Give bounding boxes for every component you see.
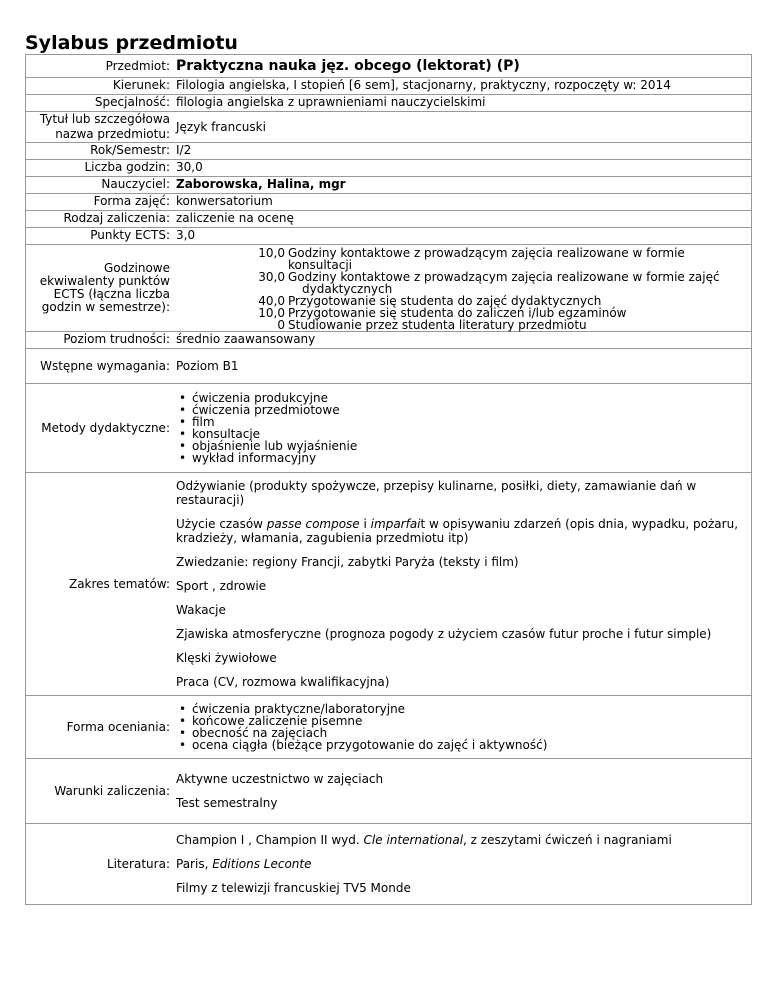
list-item: • końcowe zaliczenie pisemne [176, 715, 748, 727]
row-nauczyciel [26, 177, 752, 194]
row-zakres [26, 473, 752, 696]
metody-list [176, 392, 748, 464]
label-ekw-line1: Godzinowe [103, 261, 170, 275]
label-tytul-line2: nazwa przedmiotu: [55, 127, 170, 141]
literatura-line [176, 833, 748, 847]
value-ekwiwalenty [174, 245, 752, 332]
warunki-line: Test semestralny [176, 796, 278, 810]
value-rok: I/2 [174, 143, 752, 160]
ects-desc-cont: dydaktycznych [302, 282, 393, 296]
ects-desc: Przygotowanie się studenta do zajęć dydaktycznych [288, 294, 602, 308]
literatura-line [176, 857, 748, 871]
row-przedmiot [26, 55, 752, 78]
topic-item: Klęski żywiołowe [176, 651, 277, 665]
label-ects: Punkty ECTS: [26, 228, 175, 245]
row-tytul [26, 112, 752, 143]
label-forma: Forma zajęć: [26, 194, 175, 211]
topic-item: Sport , zdrowie [176, 579, 267, 593]
value-godziny: 30,0 [174, 160, 752, 177]
topic-italic: imparfai [370, 517, 421, 531]
value-zaliczenie: zaliczenie na ocenę [174, 211, 752, 228]
list-item: • film [176, 416, 748, 428]
value-tytul: Język francuski [174, 112, 752, 143]
label-ekw-line2: ekwiwalenty punktów [39, 274, 170, 288]
topic-item: Zwiedzanie: regiony Francji, zabytki Paryża (teksty i film) [176, 555, 519, 569]
list-item: • ćwiczenia praktyczne/laboratoryjne [176, 703, 748, 715]
lit-italic: Cle international [363, 833, 464, 847]
value-literatura [174, 824, 752, 905]
topic-item [176, 517, 748, 545]
list-item: • objaśnienie lub wyjaśnienie [176, 440, 748, 452]
label-wymagania: Wstępne wymagania: [26, 349, 175, 384]
value-ocenianie [174, 696, 752, 759]
value-zakres [174, 473, 752, 696]
label-ekwiwalenty [26, 245, 175, 332]
ects-breakdown [176, 247, 748, 331]
label-nauczyciel: Nauczyciel: [26, 177, 175, 194]
ects-hours: 10,0 [258, 246, 285, 260]
topic-item: Wakacje [176, 603, 226, 617]
value-warunki [174, 759, 752, 824]
label-metody: Metody dydaktyczne: [26, 384, 175, 473]
ocenianie-list [176, 703, 748, 751]
lit-text: Champion I , Champion II wyd. [176, 833, 364, 847]
label-zaliczenie: Rodzaj zaliczenia: [26, 211, 175, 228]
value-specjalnosc: filologia angielska z uprawnieniami nauczycielskimi [174, 95, 752, 112]
topic-text: t w opisywaniu zdarzeń (opis dnia, wypadku, pożaru, kradzieży, włamania, zagubienia przedmiotu itp) [176, 517, 739, 545]
list-item: • ocena ciągła (bieżące przygotowanie do zajęć i aktywność) [176, 739, 748, 751]
label-tytul [26, 112, 175, 143]
row-ects [26, 228, 752, 245]
label-kierunek: Kierunek: [26, 78, 175, 95]
row-godziny [26, 160, 752, 177]
label-ekw-line4: godzin w semestrze): [41, 300, 170, 314]
row-metody [26, 384, 752, 473]
ects-desc: Godziny kontaktowe z prowadzącym zajęcia realizowane w formie konsultacji [288, 246, 685, 272]
warunki-line: Aktywne uczestnictwo w zajęciach [176, 772, 384, 786]
lit-text: Paris, [176, 857, 213, 871]
label-rok: Rok/Semestr: [26, 143, 175, 160]
topic-item: Odżywianie (produkty spożywcze, przepisy kulinarne, posiłki, diety, zamawianie dań w restauracji) [176, 479, 697, 507]
label-przedmiot: Przedmiot: [105, 58, 170, 73]
value-ects: 3,0 [174, 228, 752, 245]
ects-hours: 30,0 [258, 270, 285, 284]
row-zaliczenie [26, 211, 752, 228]
label-warunki: Warunki zaliczenia: [26, 759, 175, 824]
label-ekw-line3: ECTS (łączna liczba [53, 287, 170, 301]
topic-text: i [359, 517, 371, 531]
list-item: • ćwiczenia produkcyjne [176, 392, 748, 404]
row-poziom [26, 332, 752, 349]
value-kierunek: Filologia angielska, I stopień [6 sem], stacjonarny, praktyczny, rozpoczęty w: 2014 [174, 78, 752, 95]
list-item: • obecność na zajęciach [176, 727, 748, 739]
list-item: • konsultacje [176, 428, 748, 440]
label-specjalnosc: Specjalność: [26, 95, 175, 112]
row-specjalnosc [26, 95, 752, 112]
topic-text: Użycie czasów [176, 517, 267, 531]
row-ekwiwalenty [26, 245, 752, 332]
ects-desc: Przygotowanie się studenta do zaliczeń i/lub egzaminów [288, 306, 627, 320]
label-zakres: Zakres tematów: [26, 473, 175, 696]
value-poziom: średnio zaawansowany [174, 332, 752, 349]
topic-italic: passe compose [266, 517, 360, 531]
value-metody [174, 384, 752, 473]
literatura-line: Filmy z telewizji francuskiej TV5 Monde [176, 881, 411, 895]
ects-desc: Godziny kontaktowe z prowadzącym zajęcia realizowane w formie zajęć [288, 270, 720, 284]
label-tytul-line1: Tytuł lub szczegółowa [39, 112, 170, 126]
topic-item: Zjawiska atmosferyczne (prognoza pogody z użyciem czasów futur proche i futur simple) [176, 627, 712, 641]
row-literatura [26, 824, 752, 905]
row-rok [26, 143, 752, 160]
syllabus-table [25, 54, 752, 905]
ects-desc: Studiowanie przez studenta literatury przedmiotu [288, 318, 587, 332]
label-poziom: Poziom trudności: [26, 332, 175, 349]
value-nauczyciel: Zaborowska, Halina, mgr [174, 177, 752, 194]
row-warunki [26, 759, 752, 824]
label-ocenianie: Forma oceniania: [26, 696, 175, 759]
row-wymagania [26, 349, 752, 384]
row-forma [26, 194, 752, 211]
value-wymagania: Poziom B1 [174, 349, 752, 384]
ects-hours: 0 [277, 318, 285, 332]
lit-italic: Editions Leconte [212, 857, 312, 871]
page-title: Sylabus przedmiotu [25, 32, 238, 54]
ects-hours: 10,0 [258, 306, 285, 320]
list-item: • wykład informacyjny [176, 452, 748, 464]
value-przedmiot: Praktyczna nauka jęz. obcego (lektorat) (P) [176, 58, 520, 74]
ects-hours: 40,0 [258, 294, 285, 308]
lit-text: , z zeszytami ćwiczeń i nagraniami [463, 833, 672, 847]
value-forma: konwersatorium [174, 194, 752, 211]
row-kierunek [26, 78, 752, 95]
label-godziny: Liczba godzin: [26, 160, 175, 177]
row-ocenianie [26, 696, 752, 759]
label-literatura: Literatura: [26, 824, 175, 905]
list-item: • ćwiczenia przedmiotowe [176, 404, 748, 416]
topic-item: Praca (CV, rozmowa kwalifikacyjna) [176, 675, 390, 689]
